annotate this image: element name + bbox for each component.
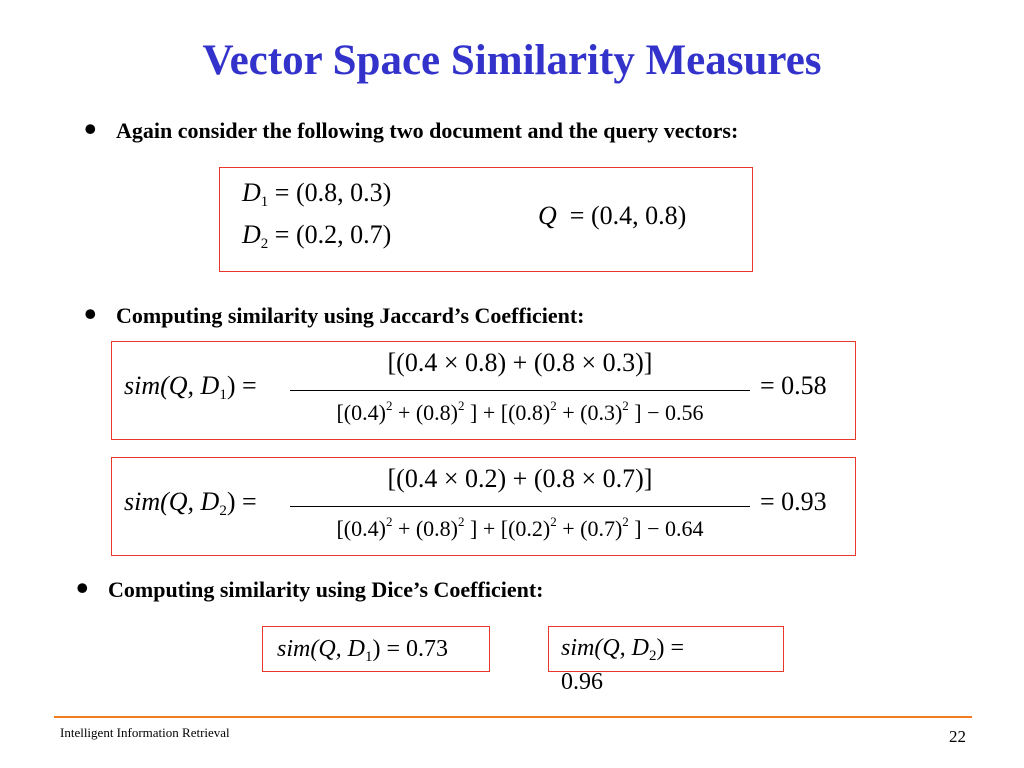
bullet-text: Again consider the following two document and the query vectors:: [116, 118, 739, 143]
slide-title: Vector Space Similarity Measures: [202, 37, 822, 84]
dice-1-expression: sim(Q, $D_1) = 0.73$: [277, 636, 449, 665]
jaccard-1-fraction: [290, 348, 750, 436]
dice-box-1: [262, 626, 490, 672]
dice-2-value: 0.96: [561, 669, 603, 695]
page-number: 22: [949, 727, 966, 746]
fraction-bar: [290, 506, 750, 507]
bullet-icon: •: [76, 568, 89, 608]
jaccard-1-lhs: sim(Q, $D_1$) =: [124, 371, 257, 403]
dice-box-2: [548, 626, 784, 695]
bullet-icon: •: [84, 294, 97, 334]
vectors-box: [219, 167, 753, 272]
dice-2-expression: sim(Q, $D_2$) =: [561, 635, 685, 664]
jaccard-1-denominator: [$(0.4)^2 + (0.8)^2$ ] + [$(0.8)^2 + (0.3)^2$ ] − 0.56: [336, 398, 704, 425]
jaccard-1-result: = 0.58: [760, 371, 827, 400]
jaccard-box-1: [111, 341, 856, 440]
fraction-bar: [290, 390, 750, 391]
jaccard-2-fraction: [290, 464, 750, 552]
footer-divider: [54, 716, 972, 718]
jaccard-2-result: = 0.93: [760, 487, 827, 516]
d2-vector: $D_2 = (0.2$, 0.7): [242, 220, 392, 252]
jaccard-box-2: [111, 457, 856, 556]
bullet-text: Computing similarity using Dice’s Coefficient:: [108, 577, 544, 602]
jaccard-2-numerator: [(0.4 × 0.2) + (0.8 × 0.7)]: [387, 464, 653, 493]
bullet-icon: •: [84, 109, 97, 149]
footer-course-title: Intelligent Information Retrieval: [60, 725, 230, 740]
q-vector: Q = (0.4, 0.8): [538, 201, 687, 230]
d1-vector: $D_1 = (0.8$, 0.3): [242, 178, 392, 210]
jaccard-1-numerator: [(0.4 × 0.8) + (0.8 × 0.3)]: [387, 348, 653, 377]
jaccard-2-denominator: [$(0.4)^2 + (0.8)^2$ ] + [$(0.2)^2 + (0.7)^2$ ] − 0.64: [336, 514, 704, 541]
bullet-text: Computing similarity using Jaccard’s Coefficient:: [116, 303, 585, 328]
jaccard-2-lhs: sim(Q, $D_2$) =: [124, 487, 257, 519]
